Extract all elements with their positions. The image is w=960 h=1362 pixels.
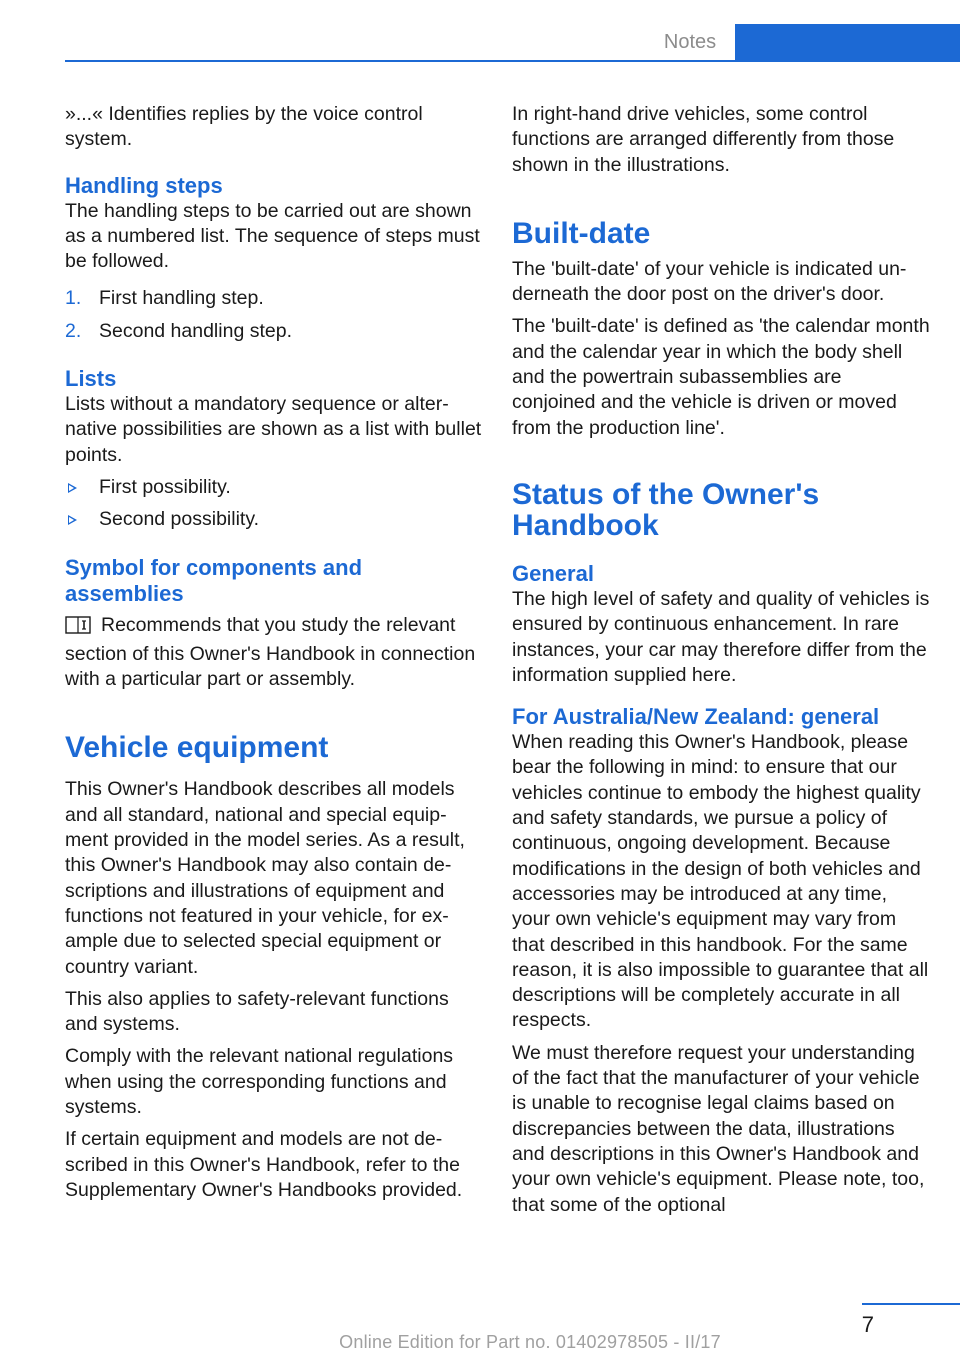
edition-watermark: Online Edition for Part no. 01402978505 - II/17 bbox=[339, 1332, 721, 1352]
handling-steps-heading: Handling steps bbox=[65, 172, 223, 198]
owners-handbook-icon bbox=[65, 615, 91, 642]
list-number: 2. bbox=[65, 319, 82, 342]
built-date-heading: Built-date bbox=[512, 216, 651, 250]
general-heading: General bbox=[512, 560, 594, 586]
vehicle-equipment-paragraph: This also applies to safety-relevant functions and systems. bbox=[65, 987, 449, 1036]
vehicle-equipment-heading: Vehicle equipment bbox=[65, 731, 329, 765]
australia-nz-heading: For Australia/New Zealand: general bbox=[512, 704, 880, 730]
header-rule bbox=[65, 60, 960, 62]
vehicle-equipment-paragraph: Comply with the relevant national regulations when using the corresponding functions and systems. bbox=[65, 1045, 454, 1119]
right-column bbox=[512, 102, 930, 1225]
list-number: 1. bbox=[65, 287, 82, 310]
australia-nz-paragraph: We must therefore request your understanding of the fact that the manufacturer of your vehicle is unable to recognise legal claims based on discrepancies between the data, illustrations and descriptions in this Owner's Handbook and your own vehicle's equipment. Please note, too, that some of the optional bbox=[512, 1041, 925, 1216]
header-tab-notes: Notes bbox=[663, 31, 717, 53]
triangle-bullet-icon bbox=[68, 515, 77, 525]
vehicle-equipment-paragraph: This Owner's Handbook describes all models and all standard, national and special equipment provided in the model series. As a result, this Owner's Handbook may also contain descriptions and illustrations of equipment and functions not featured in your vehicle, for example due to selected special equipment or country variant. bbox=[65, 778, 465, 978]
list-item bbox=[65, 475, 483, 500]
general-text: The high level of safety and quality of vehicles is ensured by continuous enhancement. In rare instances, your car may therefore differ from the information supplied here. bbox=[512, 587, 930, 686]
list-item-text: First handling step. bbox=[99, 287, 264, 310]
list-item bbox=[65, 319, 483, 344]
list-item-text: Second possibility. bbox=[99, 508, 260, 531]
numbered-list bbox=[65, 286, 483, 344]
header-accent-block bbox=[735, 24, 960, 62]
triangle-bullet-icon bbox=[68, 483, 77, 493]
symbol-text-paragraph bbox=[65, 613, 483, 693]
lists-heading: Lists bbox=[65, 366, 117, 392]
page-number: 7 bbox=[861, 1312, 874, 1337]
list-item bbox=[65, 507, 483, 532]
bullet-list bbox=[65, 475, 483, 533]
symbol-text: Recommends that you study the relevant section of this Owner's Handbook in connection with a particular part or assembly. bbox=[65, 613, 476, 691]
right-hand-drive-note: In right-hand drive vehicles, some control functions are arranged differently from those shown in the illustrations. bbox=[512, 103, 895, 176]
handling-steps-text: The handling steps to be carried out are shown as a numbered list. The sequence of steps must be followed. bbox=[65, 199, 480, 273]
left-column bbox=[65, 102, 483, 1210]
built-date-paragraph: The 'built-date' is defined as 'the calendar month and the calendar year in which the body shell and the powertrain subassemblies are conjoined and the vehicle is driven or moved from the production line'. bbox=[512, 315, 930, 439]
list-item-text: First possibility. bbox=[99, 475, 231, 498]
vehicle-equipment-paragraph: If certain equipment and models are not described in this Owner's Handbook, refer to the Supplementary Owner's Handbooks provided. bbox=[65, 1128, 463, 1201]
list-item bbox=[65, 286, 483, 311]
list-item-text: Second handling step. bbox=[99, 319, 292, 342]
voice-control-note: »...« Identifies replies by the voice control system. bbox=[65, 103, 423, 151]
footer-rule bbox=[862, 1303, 960, 1305]
lists-text: Lists without a mandatory sequence or alternative possibilities are shown as a list with bullet points. bbox=[65, 393, 482, 466]
status-heading: Status of the Owner's Handbook bbox=[512, 477, 820, 542]
symbol-heading: Symbol for components and assemblies bbox=[65, 554, 363, 606]
built-date-paragraph: The 'built-date' of your vehicle is indicated underneath the door post on the driver's door. bbox=[512, 257, 907, 306]
australia-nz-paragraph: When reading this Owner's Handbook, please bear the following in mind: to ensure that our vehicles continue to embody the highest quality and safety standards, we pursue a policy of continuous, ongoing development. Because modifications in the design of both vehicles and accessories may be introduced at any time, your own vehicle's equipment may vary from that described in this handbook. For the same reason, it is also impossible to guarantee that all descriptions will be completely accurate in all respects. bbox=[512, 731, 929, 1032]
